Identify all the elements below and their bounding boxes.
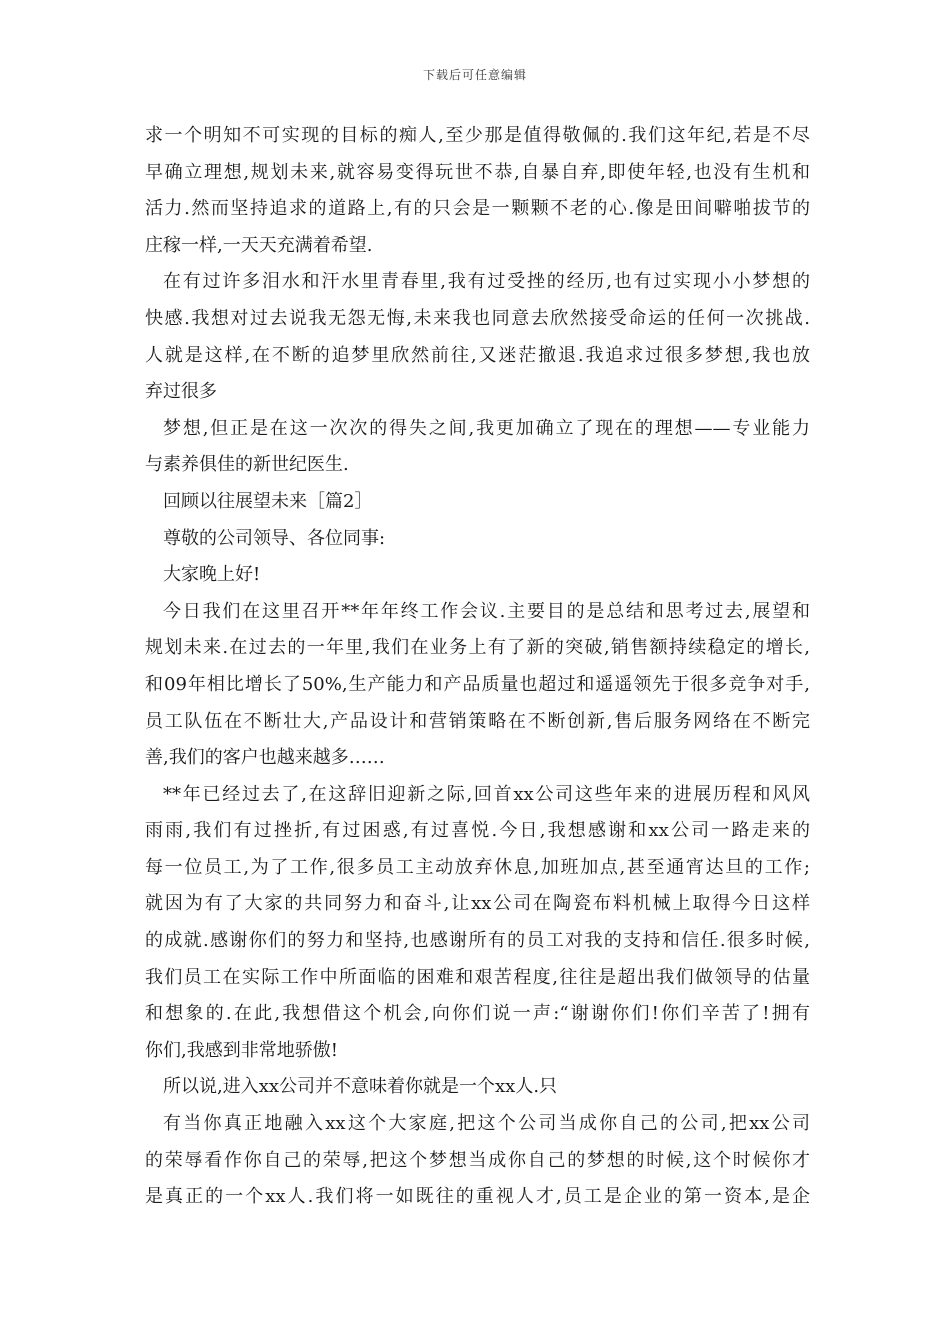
text-line: 今日我们在这里召开**年年终工作会议.主要目的是总结和思考过去,展望和 <box>163 600 810 622</box>
text-line: 的荣辱看作你自己的荣辱,把这个梦想当成你自己的梦想的时候,这个时候你才 <box>145 1149 810 1171</box>
text-line: 员工队伍在不断壮大,产品设计和营销策略在不断创新,售后服务网络在不断完 <box>145 710 810 732</box>
text-line: 你们,我感到非常地骄傲! <box>145 1039 338 1061</box>
text-line: 的成就.感谢你们的努力和坚持,也感谢所有的员工对我的支持和信任.很多时候, <box>145 930 810 952</box>
text-line: 和09年相比增长了50%,生产能力和产品质量也超过和遥遥领先于很多竞争对手, <box>145 673 810 695</box>
text-line: **年已经过去了,在这辞旧迎新之际,回首xx公司这些年来的进展历程和风风 <box>163 783 810 805</box>
text-line: 就因为有了大家的共同努力和奋斗,让xx公司在陶瓷布料机械上取得今日这样 <box>145 893 810 915</box>
text-line: 是真正的一个xx人.我们将一如既往的重视人才,员工是企业的第一资本,是企 <box>145 1186 810 1208</box>
text-line: 快感.我想对过去说我无怨无悔,未来我也同意去欣然接受命运的任何一次挑战. <box>145 307 810 329</box>
text-line: 有当你真正地融入xx这个大家庭,把这个公司当成你自己的公司,把xx公司 <box>163 1113 810 1135</box>
text-line: 和想象的.在此,我想借这个机会,向你们说一声:“谢谢你们!你们辛苦了!拥有 <box>145 1003 810 1025</box>
text-line: 人就是这样,在不断的追梦里欣然前往,又迷茫撤退.我追求过很多梦想,我也放 <box>145 344 810 366</box>
text-line: 梦想,但正是在这一次次的得失之间,我更加确立了现在的理想——专业能力 <box>163 417 810 439</box>
text-line: 弃过很多 <box>145 381 217 403</box>
text-line: 规划未来.在过去的一年里,我们在业务上有了新的突破,销售额持续稳定的增长, <box>145 637 810 659</box>
text-line: 雨雨,我们有过挫折,有过困惑,有过喜悦.今日,我想感谢和xx公司一路走来的 <box>145 820 810 842</box>
text-line: 求一个明知不可实现的目标的痴人,至少那是值得敬佩的.我们这年纪,若是不尽 <box>145 125 810 146</box>
text-line: 庄稼一样,一天天充满着希望. <box>145 234 373 256</box>
page-header: 下载后可任意编辑 <box>422 68 527 82</box>
text-line: 善,我们的客户也越来越多…… <box>145 747 385 769</box>
text-line: 尊敬的公司领导、各位同事: <box>163 527 386 549</box>
text-line: 大家晚上好! <box>163 564 261 586</box>
text-line: 我们员工在实际工作中所面临的困难和艰苦程度,往往是超出我们做领导的估量 <box>145 966 810 988</box>
text-line: 每一位员工,为了工作,很多员工主动放弃休息,加班加点,甚至通宵达旦的工作; <box>145 856 810 878</box>
text-line: 早确立理想,规划未来,就容易变得玩世不恭,自暴自弃,即使年轻,也没有生机和 <box>145 161 810 183</box>
text-line: 活力.然而坚持追求的道路上,有的只会是一颗颗不老的心.像是田间噼啪拔节的 <box>145 198 810 220</box>
text-line: 与素养俱佳的新世纪医生. <box>145 454 349 476</box>
text-line: 在有过许多泪水和汗水里青春里,我有过受挫的经历,也有过实现小小梦想的 <box>163 271 810 293</box>
document-body <box>145 118 810 1216</box>
text-line: 回顾以往展望未来［篇2］ <box>163 490 373 512</box>
text-line: 所以说,进入xx公司并不意味着你就是一个xx人.只 <box>163 1076 558 1098</box>
